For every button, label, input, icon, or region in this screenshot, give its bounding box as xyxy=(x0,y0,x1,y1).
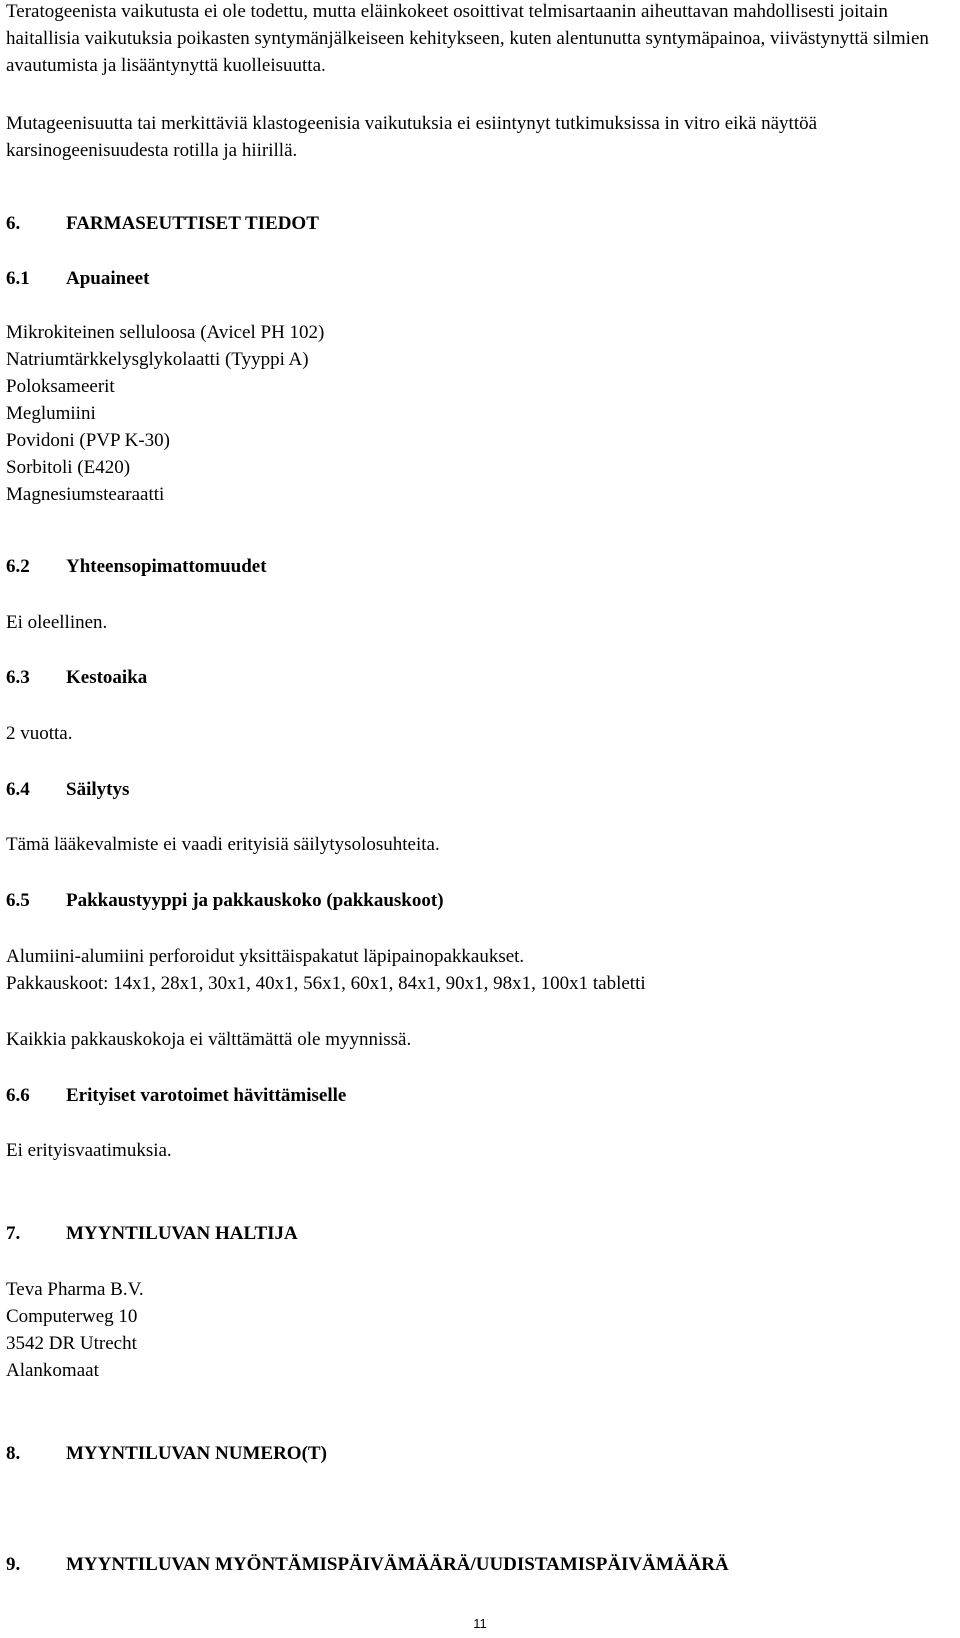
section-8-heading xyxy=(6,1440,327,1467)
page-number: 11 xyxy=(473,1616,487,1631)
section-title: Pakkaustyyppi ja pakkauskoko (pakkauskoot) xyxy=(66,890,444,911)
holder-address xyxy=(6,1276,144,1384)
section-6-5-heading xyxy=(6,887,444,914)
packaging-text xyxy=(6,943,646,997)
disposal-text: Ei erityisvaatimuksia. xyxy=(6,1140,172,1161)
section-title: FARMASEUTTISET TIEDOT xyxy=(66,213,319,234)
section-title: Kestoaika xyxy=(66,667,148,688)
section-title: Yhteensopimattomuudet xyxy=(66,556,267,577)
address-line: 3542 DR Utrecht xyxy=(6,1333,137,1354)
incompatibilities-text: Ei oleellinen. xyxy=(6,612,108,633)
shelf-life-text: 2 vuotta. xyxy=(6,723,73,744)
section-number: 6.5 xyxy=(6,890,30,911)
excipients-list xyxy=(6,319,324,508)
section-6-heading xyxy=(6,210,319,237)
section-number: 6.2 xyxy=(6,556,30,577)
list-item: Sorbitoli (E420) xyxy=(6,457,131,478)
section-title: MYYNTILUVAN NUMERO(T) xyxy=(66,1443,327,1464)
packaging-note: Kaikkia pakkauskokoja ei välttämättä ole myynnissä. xyxy=(6,1029,412,1050)
section-number: 7. xyxy=(6,1223,21,1244)
list-item: Povidoni (PVP K-30) xyxy=(6,430,170,451)
section-number: 8. xyxy=(6,1443,21,1464)
section-9-heading xyxy=(6,1551,729,1578)
storage-text: Tämä lääkevalmiste ei vaadi erityisiä säilytysolosuhteita. xyxy=(6,834,440,855)
address-line: Computerweg 10 xyxy=(6,1306,138,1327)
section-6-6-heading xyxy=(6,1082,346,1109)
section-6-1-heading xyxy=(6,265,149,292)
address-line: Alankomaat xyxy=(6,1360,99,1381)
section-title: MYYNTILUVAN MYÖNTÄMISPÄIVÄMÄÄRÄ/UUDISTAMISPÄIVÄMÄÄRÄ xyxy=(66,1554,729,1575)
section-number: 6.6 xyxy=(6,1085,30,1106)
section-number: 6.4 xyxy=(6,779,30,800)
address-line: Teva Pharma B.V. xyxy=(6,1279,144,1300)
section-6-3-heading xyxy=(6,664,147,691)
section-number: 6.3 xyxy=(6,667,30,688)
section-number: 6.1 xyxy=(6,268,30,289)
list-item: Meglumiini xyxy=(6,403,96,424)
list-item: Natriumtärkkelysglykolaatti (Tyyppi A) xyxy=(6,349,309,370)
packaging-sizes: Pakkauskoot: 14x1, 28x1, 30x1, 40x1, 56x1, 60x1, 84x1, 90x1, 98x1, 100x1 tabletti xyxy=(6,973,646,994)
section-title: Erityiset varotoimet hävittämiselle xyxy=(66,1085,347,1106)
teratogenicity-paragraph: Teratogeenista vaikutusta ei ole todettu, mutta eläinkokeet osoittivat telmisartaanin aiheuttavan mahdollisesti joitain haitallisia vaikutuksia poikasten syntymänjälkeiseen kehitykseen, kuten alentunutta syntymäpainoa, viivästynyttä silmien avautumista ja lisääntynyttä kuolleisuutta. xyxy=(6,1,929,76)
section-number: 9. xyxy=(6,1554,21,1575)
section-title: Apuaineet xyxy=(66,268,150,289)
section-6-2-heading xyxy=(6,553,267,580)
section-title: Säilytys xyxy=(66,779,130,800)
section-title: MYYNTILUVAN HALTIJA xyxy=(66,1223,298,1244)
packaging-type: Alumiini-alumiini perforoidut yksittäispakatut läpipainopakkaukset. xyxy=(6,946,525,967)
section-number: 6. xyxy=(6,213,21,234)
section-6-4-heading xyxy=(6,776,129,803)
list-item: Mikrokiteinen selluloosa (Avicel PH 102) xyxy=(6,322,325,343)
list-item: Poloksameerit xyxy=(6,376,115,397)
list-item: Magnesiumstearaatti xyxy=(6,484,165,505)
section-7-heading xyxy=(6,1220,298,1247)
mutagenicity-paragraph: Mutageenisuutta tai merkittäviä klastogeenisia vaikutuksia ei esiintynyt tutkimuksissa in vitro eikä näyttöä karsinogeenisuudesta rotilla ja hiirillä. xyxy=(6,113,818,161)
